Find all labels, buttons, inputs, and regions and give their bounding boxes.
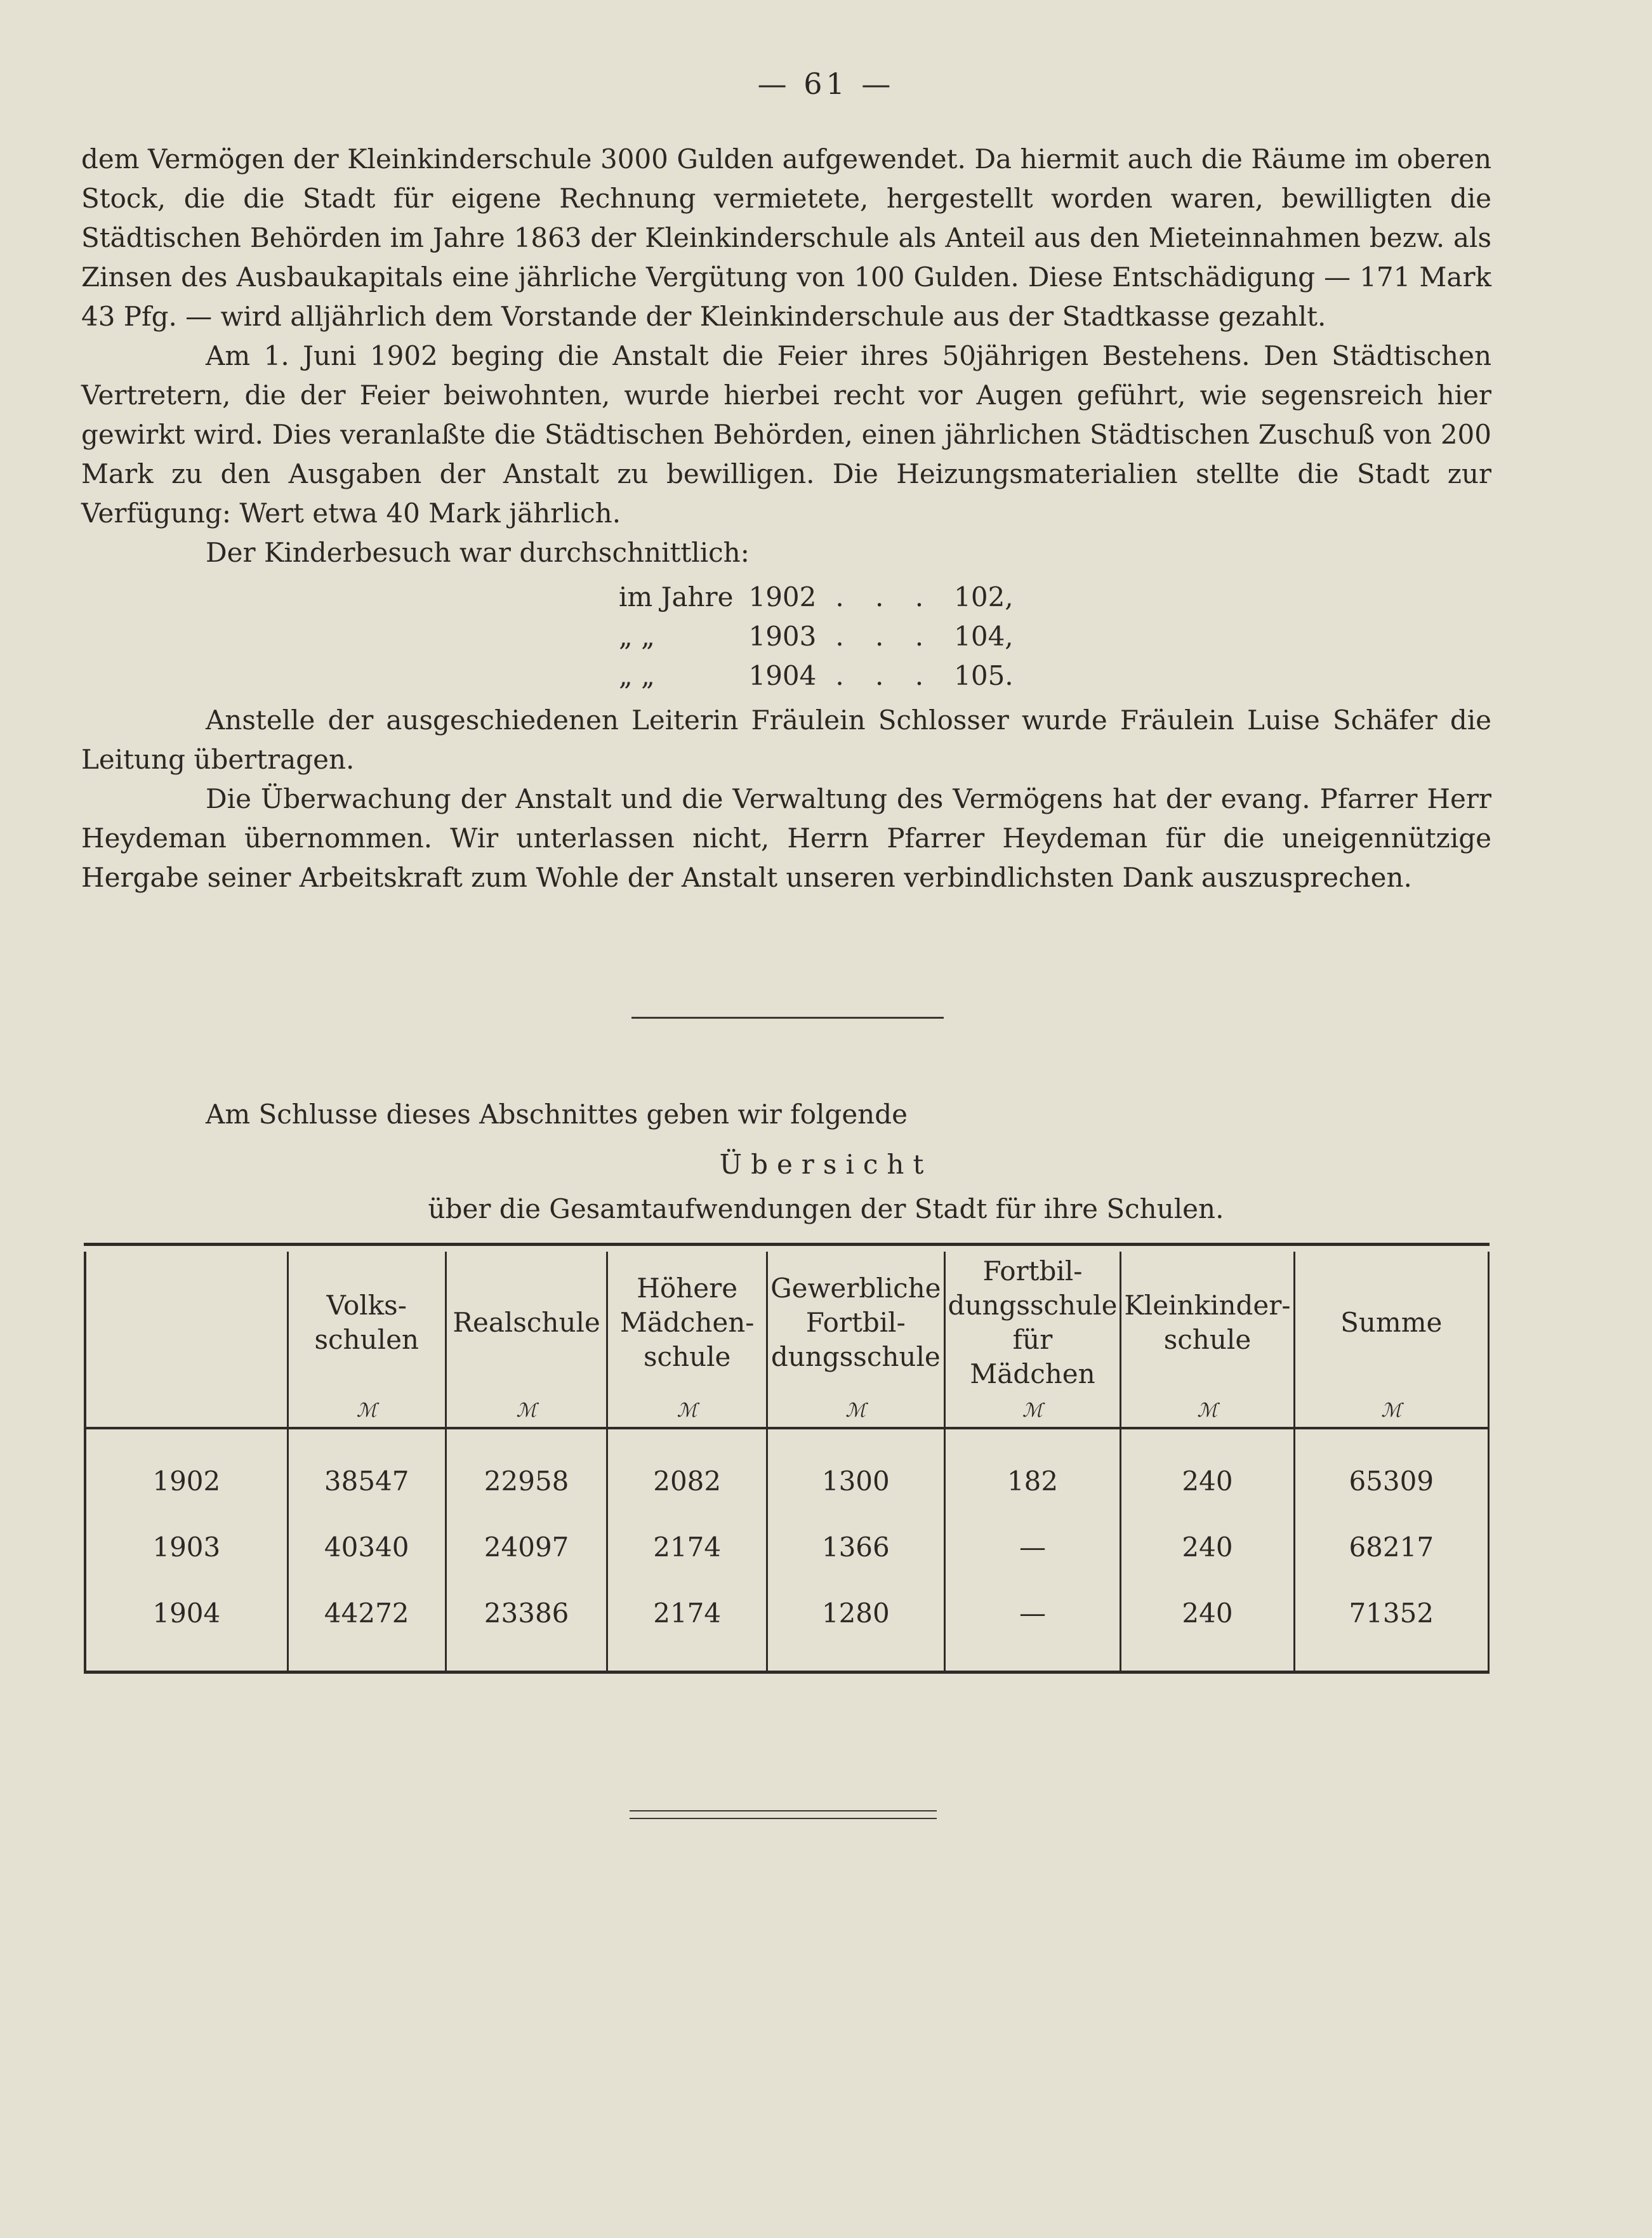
table-cell-sum: 68217 [1294, 1514, 1488, 1580]
table-cell: 1366 [767, 1514, 944, 1580]
attendance-year: 1904 [748, 660, 817, 691]
end-double-rule [630, 1810, 937, 1819]
attendance-list [611, 578, 1021, 696]
attendance-row [611, 656, 1021, 696]
table-cell: 2174 [607, 1580, 767, 1672]
paragraph-attendance-intro: Der Kinderbesuch war durchschnittlich: [206, 537, 750, 568]
attendance-row [611, 617, 1021, 656]
unit-cell: ℳ [767, 1394, 944, 1428]
attendance-dots: . . . [835, 621, 935, 652]
table-cell: 182 [944, 1428, 1121, 1514]
table-cell: 240 [1121, 1428, 1294, 1514]
table-cell: 1300 [767, 1428, 944, 1514]
table-cell-year: 1902 [85, 1428, 287, 1514]
table-cell: 240 [1121, 1580, 1294, 1672]
page-number: — 61 — [757, 67, 895, 101]
paragraph-anniversary: Am 1. Juni 1902 beging die Anstalt die Feier ihres 50jährigen Bestehens. Den Städtischen Vertretern, die der Feier beiwohnten, wurde hierbei recht vor Augen geführt, wie segensreich hier gewirkt wird. Dies veranlaßte die Städtischen Behörden, einen jährlichen Städtischen Zuschuß von 200 Mark zu den Ausgaben der Anstalt zu bewilligen. Die Heizungsmaterialien stellte die Stadt zur Verfügung: Wert etwa 40 Mark jährlich. [81, 340, 1491, 529]
attendance-year: 1903 [748, 621, 817, 652]
table-unit-row [85, 1394, 1489, 1428]
unit-cell: ℳ [446, 1394, 607, 1428]
table-cell: 40340 [287, 1514, 446, 1580]
table-cell-sum: 65309 [1294, 1428, 1488, 1514]
header-realschule: Realschule [446, 1252, 607, 1394]
attendance-dots: . . . [835, 581, 935, 612]
table-cell-year: 1903 [85, 1514, 287, 1580]
unit-cell: ℳ [287, 1394, 446, 1428]
table-cell: 24097 [446, 1514, 607, 1580]
header-year [85, 1252, 287, 1394]
header-summe: Summe [1294, 1252, 1488, 1394]
paragraph-supervision: Die Überwachung der Anstalt und die Verwaltung des Vermögens hat der evang. Pfarrer Herr Heydeman übernommen. Wir unterlassen nicht, Herrn Pfarrer Heydeman für die uneigennützige Hergabe seiner Arbeitskraft zum Wohle der Anstalt unseren verbindlichsten Dank auszusprechen. [81, 783, 1491, 893]
table-top-rule [84, 1243, 1490, 1246]
unit-cell: ℳ [1294, 1394, 1488, 1428]
expenditure-table [84, 1252, 1490, 1674]
table-cell-year: 1904 [85, 1580, 287, 1672]
section-divider [631, 1017, 944, 1019]
table-cell: — [944, 1514, 1121, 1580]
table-cell: 38547 [287, 1428, 446, 1514]
attendance-year: 1902 [748, 581, 817, 612]
header-fortbildungsschule-maedchen: Fortbil- dungsschule für Mädchen [944, 1252, 1121, 1394]
overview-subtitle: über die Gesamtaufwendungen der Stadt für ihre Schulen. [428, 1193, 1224, 1224]
table-cell: 240 [1121, 1514, 1294, 1580]
table-cell: 22958 [446, 1428, 607, 1514]
paragraph-endowment: dem Vermögen der Kleinkinderschule 3000 Gulden aufgewendet. Da hiermit auch die Räume im oberen Stock, die die Stadt für eigene Rechnung vermietete, hergestellt worden waren, bewilligten die Städtischen Behörden im Jahre 1863 der Kleinkinderschule als Anteil aus den Mieteinnahmen bezw. als Zinsen des Ausbaukapitals eine jährliche Vergütung von 100 Gulden. Diese Entschädigung — 171 Mark 43 Pfg. — wird alljährlich dem Vorstande der Kleinkinderschule aus der Stadtkasse gezahlt. [81, 143, 1491, 332]
body-text [81, 140, 1491, 897]
header-gewerbliche-fortbildungsschule: Gewerbliche Fortbil- dungsschule [767, 1252, 944, 1394]
header-volksschulen: Volks- schulen [287, 1252, 446, 1394]
unit-cell: ℳ [607, 1394, 767, 1428]
attendance-label: im Jahre [619, 581, 734, 612]
attendance-label: „ „ [619, 660, 655, 691]
attendance-dots: . . . [835, 660, 935, 691]
overview-title: Übersicht [719, 1149, 933, 1180]
table-cell: 2174 [607, 1514, 767, 1580]
attendance-value: 105. [954, 660, 1014, 691]
unit-cell: ℳ [944, 1394, 1121, 1428]
unit-cell: ℳ [1121, 1394, 1294, 1428]
table-header-row [85, 1252, 1489, 1394]
table-cell-sum: 71352 [1294, 1580, 1488, 1672]
overview-intro: Am Schlusse dieses Abschnittes geben wir folgende [206, 1099, 908, 1130]
table-row [85, 1514, 1489, 1580]
header-kleinkinderschule: Kleinkinder- schule [1121, 1252, 1294, 1394]
table-row [85, 1580, 1489, 1672]
table-cell: 2082 [607, 1428, 767, 1514]
header-hoehere-maedchenschule: Höhere Mädchen- schule [607, 1252, 767, 1394]
table-row [85, 1428, 1489, 1514]
attendance-value: 104, [954, 621, 1014, 652]
attendance-row [611, 578, 1021, 617]
table-cell: 44272 [287, 1580, 446, 1672]
unit-cell [85, 1394, 287, 1428]
attendance-value: 102, [954, 581, 1014, 612]
table-cell: 1280 [767, 1580, 944, 1672]
attendance-label: „ „ [619, 621, 655, 652]
table-cell: — [944, 1580, 1121, 1672]
paragraph-leadership: Anstelle der ausgeschiedenen Leiterin Fräulein Schlosser wurde Fräulein Luise Schäfer die Leitung übertragen. [81, 705, 1491, 775]
table-cell: 23386 [446, 1580, 607, 1672]
